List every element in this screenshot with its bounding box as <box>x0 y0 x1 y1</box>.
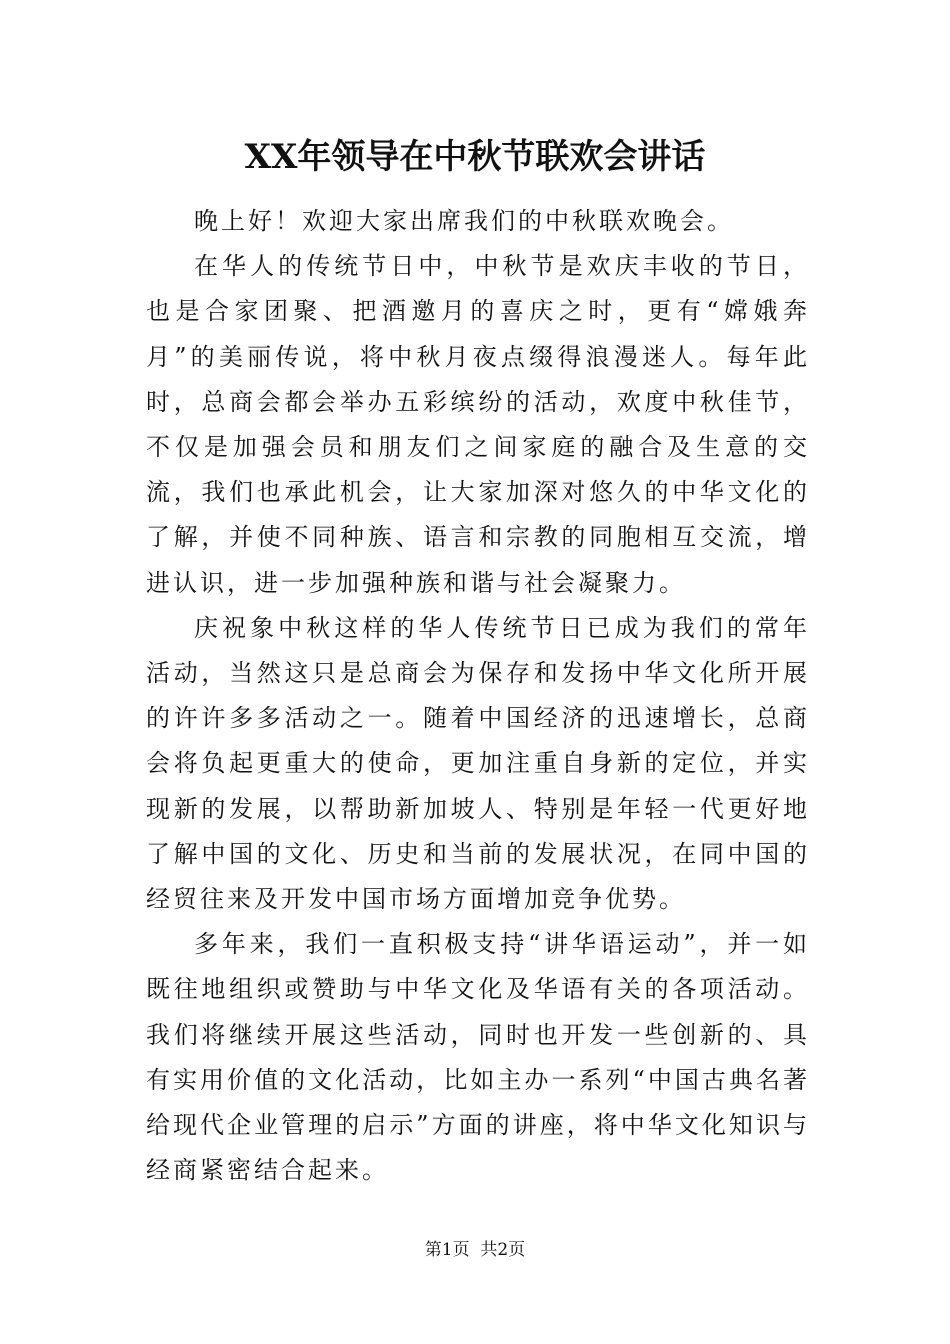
paragraph-celebration: 庆祝象中秋这样的华人传统节日已成为我们的常年活动，当然这只是总商会为保存和发扬中华文化所开展的许许多多活动之一。随着中国经济的迅速增长，总商会将负起更重大的使命，更加注重自身新的定位，并实现新的发展，以帮助新加坡人、特别是年轻一代更好地了解中国的文化、历史和当前的发展状况，在同中国的经贸往来及开发中国市场方面增加竞争优势。 <box>146 613 810 914</box>
total-pages: 共2页 <box>480 1240 526 1260</box>
paragraph-mandarin-campaign: 多年来，我们一直积极支持“讲华语运动”，并一如既往地组织或赞助与中华文化及华语有关的各项活动。我们将继续开展这些活动，同时也开发一些创新的、具有实用价值的文化活动，比如主办一系列“中国古典名著给现代企业管理的启示”方面的讲座，将中华文化知识与经商紧密结合起来。 <box>146 930 810 1185</box>
document-title: XX年领导在中秋节联欢会讲话 <box>244 137 706 177</box>
page-footer <box>0 1238 950 1262</box>
document-body <box>146 199 810 1193</box>
page-number: 第1页 <box>424 1240 470 1260</box>
footer-separator <box>470 1240 481 1260</box>
paragraph-mid-autumn: 在华人的传统节日中，中秋节是欢庆丰收的节日，也是合家团聚、把酒邀月的喜庆之时，更有“嫦娥奔月”的美丽传说，将中秋月夜点缀得浪漫迷人。每年此时，总商会都会举办五彩缤纷的活动，欢度中秋佳节，不仅是加强会员和朋友们之间家庭的融合及生意的交流，我们也承此机会，让大家加深对悠久的中华文化的了解，并使不同种族、语言和宗教的同胞相互交流，增进认识，进一步加强种族和谐与社会凝聚力。 <box>146 252 810 597</box>
paragraph-greeting: 晚上好！欢迎大家出席我们的中秋联欢晚会。 <box>194 207 734 235</box>
